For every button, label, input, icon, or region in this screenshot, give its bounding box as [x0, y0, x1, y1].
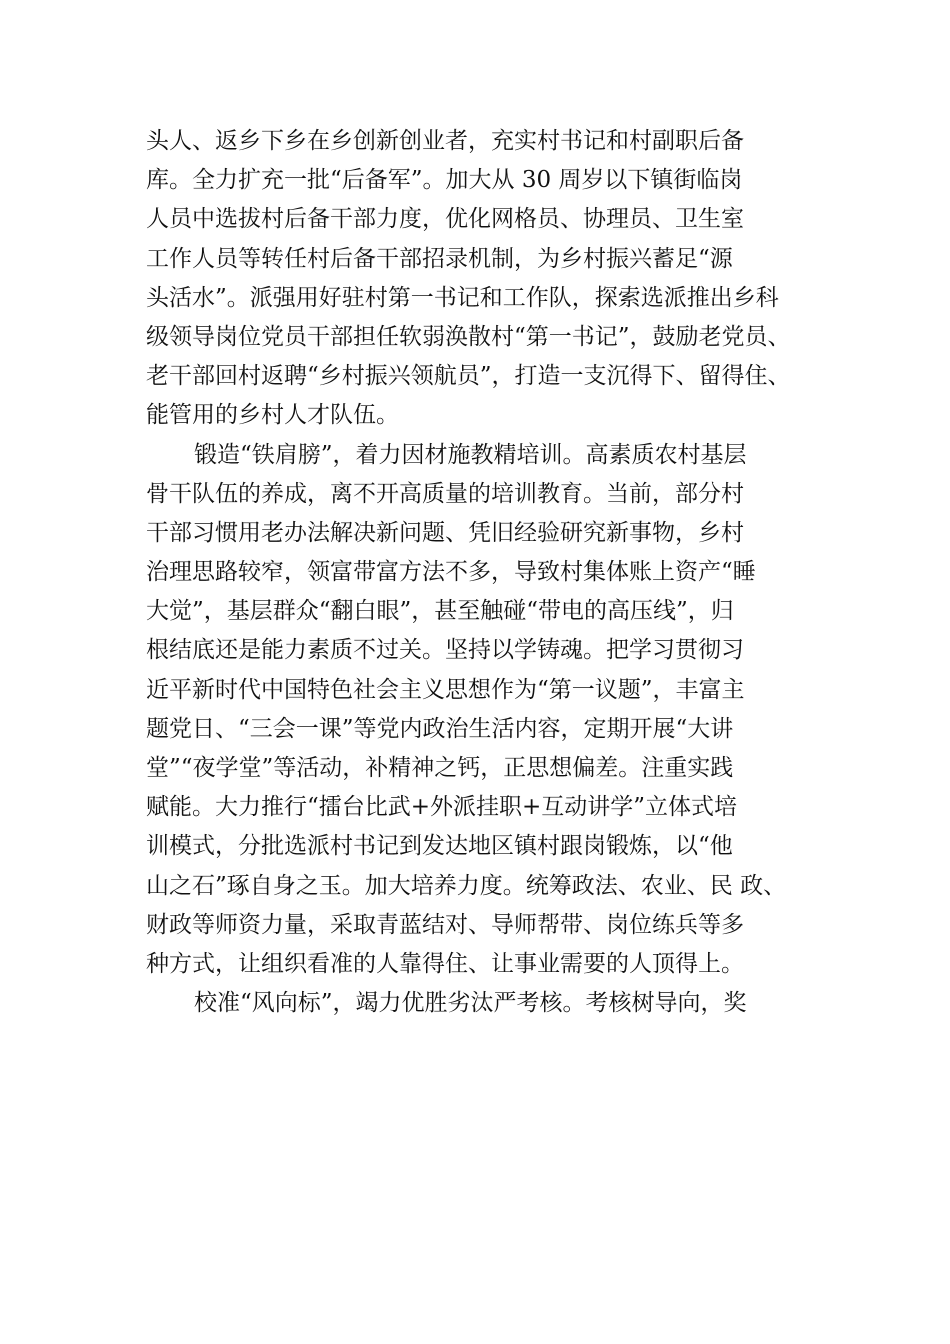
- text-line: 头人、返乡下乡在乡创新创业者，充实村书记和村副职后备: [146, 128, 744, 154]
- text-line: 训模式，分批选派村书记到发达地区镇村跟岗锻炼，以“他: [146, 833, 733, 860]
- paragraph-2: [146, 436, 826, 985]
- text-line: 干部习惯用老办法解决新问题、凭旧经验研究新事物，乡村: [146, 519, 744, 546]
- text-line: 锻造“铁肩膀”，着力因材施教精培训。高素质农村基层: [194, 441, 747, 468]
- paragraph-3: [146, 984, 826, 1023]
- text-line: 老干部回村返聘“乡村振兴领航员”，打造一支沉得下、留得住、: [146, 363, 791, 390]
- paragraph-1: [146, 122, 826, 436]
- text-line: 工作人员等转任村后备干部招录机制，为乡村振兴蓄足“源: [146, 245, 733, 272]
- text-line: 骨干队伍的养成，离不开高质量的培训教育。当前，部分村: [146, 480, 744, 507]
- text-line: 根结底还是能力素质不过关。坚持以学铸魂。把学习贯彻习: [146, 637, 744, 664]
- text-line: 大觉”，基层群众“翻白眼”，甚至触碰“带电的高压线”，归: [146, 598, 734, 625]
- text-line: 财政等师资力量，采取青蓝结对、导师帮带、岗位练兵等多: [146, 911, 744, 938]
- text-line: 人员中选拔村后备干部力度，优化网格员、协理员、卫生室: [146, 206, 744, 233]
- text-line: 赋能。大力推行“擂台比武+外派挂职+互动讲学”立体式培: [146, 794, 738, 821]
- text-line: 头活水”。派强用好驻村第一书记和工作队，探索选派推出乡科: [146, 284, 779, 311]
- text-line: 堂”“夜学堂”等活动，补精神之钙，正思想偏差。注重实践: [146, 755, 734, 781]
- text-line: 种方式，让组织看准的人靠得住、让事业需要的人顶得上。: [146, 950, 744, 977]
- body-text: [146, 122, 826, 1023]
- text-line: 校准“风向标”，竭力优胜劣汰严考核。考核树导向，奖: [194, 990, 747, 1017]
- text-line: 级领导岗位党员干部担任软弱涣散村“第一书记”，鼓励老党员、: [146, 323, 791, 350]
- text-line: 治理思路较窄，领富带富方法不多，导致村集体账上资产“睡: [146, 559, 756, 586]
- text-line: 山之石”琢自身之玉。加大培养力度。统筹政法、农业、民 政、: [146, 872, 787, 899]
- text-line: 库。全力扩充一批“后备军”。加大从 30 周岁以下镇街临岗: [146, 167, 743, 194]
- text-line: 题党日、“三会一课”等党内政治生活内容，定期开展“大讲: [146, 715, 734, 742]
- text-line: 能管用的乡村人才队伍。: [146, 402, 399, 429]
- text-line: 近平新时代中国特色社会主义思想作为“第一议题”，丰富主: [146, 676, 745, 703]
